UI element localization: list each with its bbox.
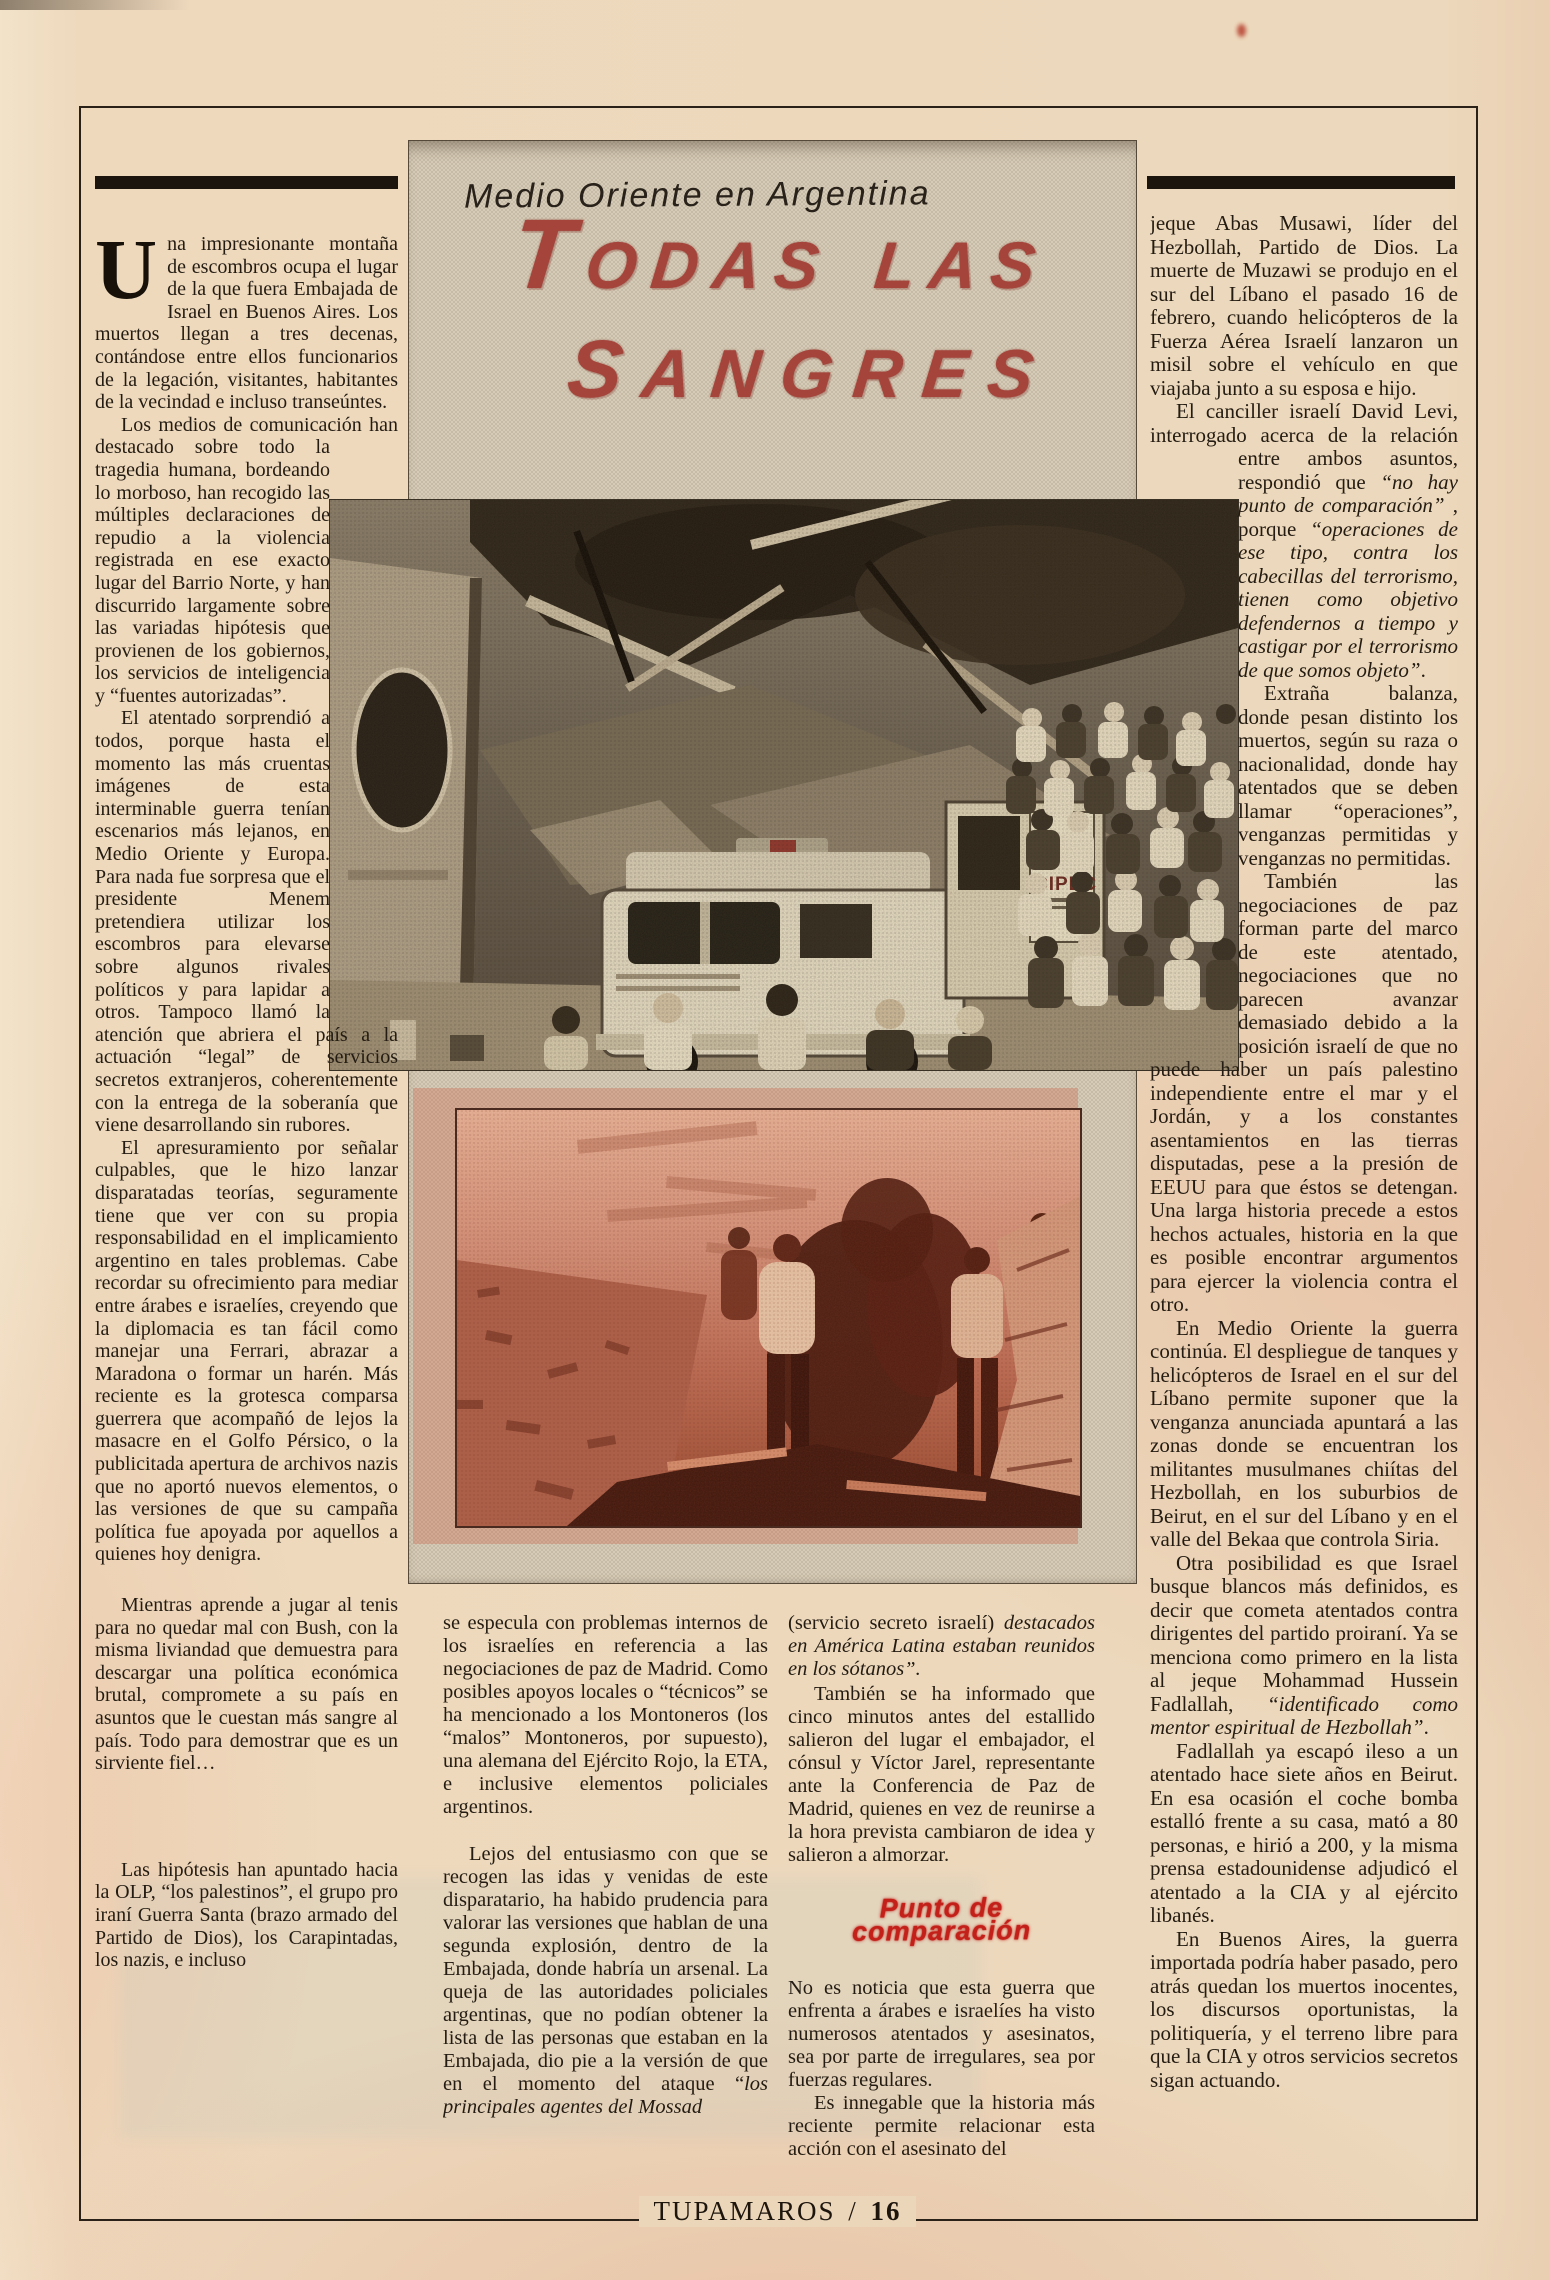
scan-smudge — [0, 0, 190, 10]
section-heading-red: Punto de comparación — [851, 1892, 1032, 1947]
column-middle-left — [443, 1612, 768, 2212]
paragraph: se especula con problemas internos de los israelíes en referencia a las negociaciones de paz de Madrid. Como posibles apoyos locales o “técnicos” se ha mencionado a los Montoneros (los “malos” Montoneros, por supuesto), una alemana del Ejército Rojo, la ETA, e inclusive elementos policiales argentinos. — [443, 1612, 768, 1818]
paragraph: En Buenos Aires, la guerra importada podría haber pasado, pero atrás quedan los muertos inocentes, los discursos oportunistas, la politiquería, y el terreno libre para que la CIA y otros servicios secretos sigan actuando. — [1150, 1926, 1458, 2092]
paragraph: Los medios de comunicación han destacado sobre todo la tragedia humana, bordeando lo morboso, han recogido las múltiples declaraciones de repudio a la violencia registrada en ese exacto lugar del Barrio Norte, y han discurrido largamente sobre las variadas hipótesis que provienen de los gobiernos, los servicios de inteligencia y “fuentes autorizadas”. — [95, 414, 398, 708]
paragraph: Una impresionante montaña de escombros ocupa el lugar de la que fuera Embajada de Israel en Buenos Aires. Los muertos llegan a tres decenas, contándose entre ellos funcionarios de la legación, visitantes, habitantes de la vecindad e incluso transeúntes. — [95, 233, 398, 414]
column-rule-right — [1147, 176, 1455, 189]
paragraph: El canciller israelí David Levi, interrogado acerca de la relación entre ambos asuntos, respondió que “no hay punto de comparación” , porque “operaciones de ese tipo, contra los cabecillas del terrorismo, tienen como objetivo defendernos a tiempo y castigar por el terrorismo de que somos objeto”. — [1150, 400, 1458, 682]
headline-initial: T — [506, 198, 593, 309]
column-left — [95, 233, 398, 2213]
footer-label — [639, 2196, 915, 2227]
photo-embassy-rubble — [330, 500, 1238, 1070]
column-middle-right — [788, 1612, 1095, 2212]
paragraph: Es innegable que la historia más reciente permite relacionar esta acción con el asesinato del — [788, 2092, 1095, 2160]
paragraph: También las negociaciones de paz forman parte del marco de este atentado, negociaciones que no parecen avanzar demasiado debido a la posición israelí de que no puede haber un país palestino independiente entre el mar y el Jordán, y a los constantes asentamientos en las tierras disputadas, pese a la presión de EEUU para que éstos se detengan. Una larga historia precede a estos hechos actuales, historia en la que es posible encontrar argumentos para ejercer la violencia contra el otro. — [1150, 869, 1458, 1316]
page-number: 16 — [870, 2196, 902, 2226]
grain-overlay — [330, 500, 1238, 1070]
paragraph: Otra posibilidad es que Israel busque blancos más definidos, es decir que cometa atentados contra dirigentes del partido proiraní. Ya se menciona como primero en la lista al jeque Mohammad Hussein Fadlallah, “identificado como mentor espiritual de Hezbollah”. — [1150, 1550, 1458, 1739]
kicker: Medio Oriente en Argentina — [463, 174, 931, 216]
column-right — [1150, 212, 1458, 2202]
paragraph: Fadlallah ya escapó ileso a un atentado hace siete años en Beirut. En esa ocasión el coche bomba estalló frente a su casa, mató a 80 personas, e hirió a 200, y la misma prensa estadounidense adjudicó el atentado a la CIA y al ejército libanés. — [1150, 1738, 1458, 1927]
paragraph: En Medio Oriente la guerra continúa. El despliegue de tanques y helicópteros de Israel en el sur del Líbano permite suponer que la venganza anunciada apuntará a las zonas donde se encuentran los militantes musulmanes chiítas del Hezbollah, en los suburbios de Beirut, en el sur del Líbano y en el valle del Bekaa que controla Siria. — [1150, 1315, 1458, 1551]
paragraph: Mientras aprende a jugar al tenis para no quedar mal con Bush, con la misma liviandad que demuestra para descargar una política económica brutal, compromete a su país en asuntos que le cuestan más sangre al país. Todo para demostrar que es un sirviente fiel… — [95, 1594, 398, 1775]
footer-separator: / — [848, 2196, 858, 2226]
headline-line-2: SANGRES — [563, 324, 1058, 415]
grain-overlay — [457, 1110, 1080, 1526]
magazine-name: TUPAMAROS — [653, 2196, 836, 2226]
headline-line-1: TODAS LAS — [506, 198, 1053, 309]
paragraph: jeque Abas Musawi, líder del Hezbollah, Partido de Dios. La muerte de Muzawi se produjo en el sur del Líbano el pasado 16 de febrero, cuando helicópteros de la Fuerza Aérea Israelí lanzaron un misil sobre el vehículo en que viajaba junto a su esposa e hijo. — [1150, 212, 1458, 400]
paragraph: También se ha informado que cinco minutos antes del estallido salieron del lugar el embajador, el cónsul y Víctor Jarel, representante ante la Conferencia de Paz de Madrid, quienes en vez de reunirse a la hora prevista cambiaron de idea y salieron a almorzar. — [788, 1683, 1095, 1866]
paragraph: Extraña balanza, donde pesan distinto los muertos, según su raza o nacionalidad, donde hay atentados que se deben llamar “operaciones”, venganzas permitidas y venganzas no permitidas. — [1238, 681, 1458, 870]
photo-wrap-spacer — [330, 436, 398, 1008]
photo-survivors-red — [455, 1108, 1082, 1528]
headline-initial: S — [563, 324, 648, 415]
photo-wrap-spacer — [1150, 447, 1238, 1047]
paragraph: No es noticia que esta guerra que enfrenta a árabes e israelíes ha visto numerosos atentados y asesinatos, sea por parte de irregulares, sea por fuerzas regulares. — [788, 1977, 1095, 2091]
paragraph: El apresuramiento por señalar culpables, que le hizo lanzar disparatadas teorías, seguramente tiene que ver con su propia responsabilidad en el implicamiento argentino en tales problemas. Cabe recordar su ofrecimiento para mediar entre árabes e israelíes, creyendo que la diplomacia es tan fácil como manejar una Ferrari, abrazar a Maradona o formar un harén. Más reciente es la grotesca comparsa guerrera que acompañó de lejos la masacre en el Golfo Pérsico, o la publicitada apertura de archivos nazis que no aportó nuevos elementos, o las versiones de que su campaña política fue apoyada por aquellos a quienes hoy denigra. — [95, 1136, 398, 1566]
ink-stain — [1237, 24, 1246, 37]
paragraph: (servicio secreto israelí) destacados en América Latina estaban reunidos en los sótanos”. — [788, 1612, 1095, 1680]
column-rule-left — [95, 176, 398, 189]
drop-cap: U — [95, 233, 158, 317]
page-footer — [79, 2196, 1476, 2248]
paragraph: Las hipótesis han apuntado hacia la OLP, “los palestinos”, el grupo pro iraní Guerra Santa (brazo armado del Partido de Dios), los Carapintadas, los nazis, e incluso — [95, 1858, 398, 1972]
paragraph: Lejos del entusiasmo con que se recogen las idas y venidas de este disparatario, ha habido prudencia para valorar las versiones que hablan de una segunda explosión, dentro de la Embajada, donde habría un arsenal. La queja de las autoridades policiales argentinas, que no podían obtener la lista de las personas que estaban en la Embajada, dio pie a la versión de que en el momento del ataque “los principales agentes del Mossad — [443, 1843, 768, 2118]
paragraph: El atentado sorprendió a todos, porque hasta el momento las más cruentas imágenes de esta interminable guerra tenían escenarios más lejanos, en Medio Oriente y Europa. Para nada fue sorpresa que el presidente Menem pretendiera utilizar los escombros para elevarse sobre algunos rivales políticos y para lapidar a otros. Tampoco llamó la atención que abriera el país a la actuación “legal” de servicios secretos extranjeros, coherentemente con la entrega de la soberanía que viene desarrollando sin rubores. — [95, 707, 398, 1137]
